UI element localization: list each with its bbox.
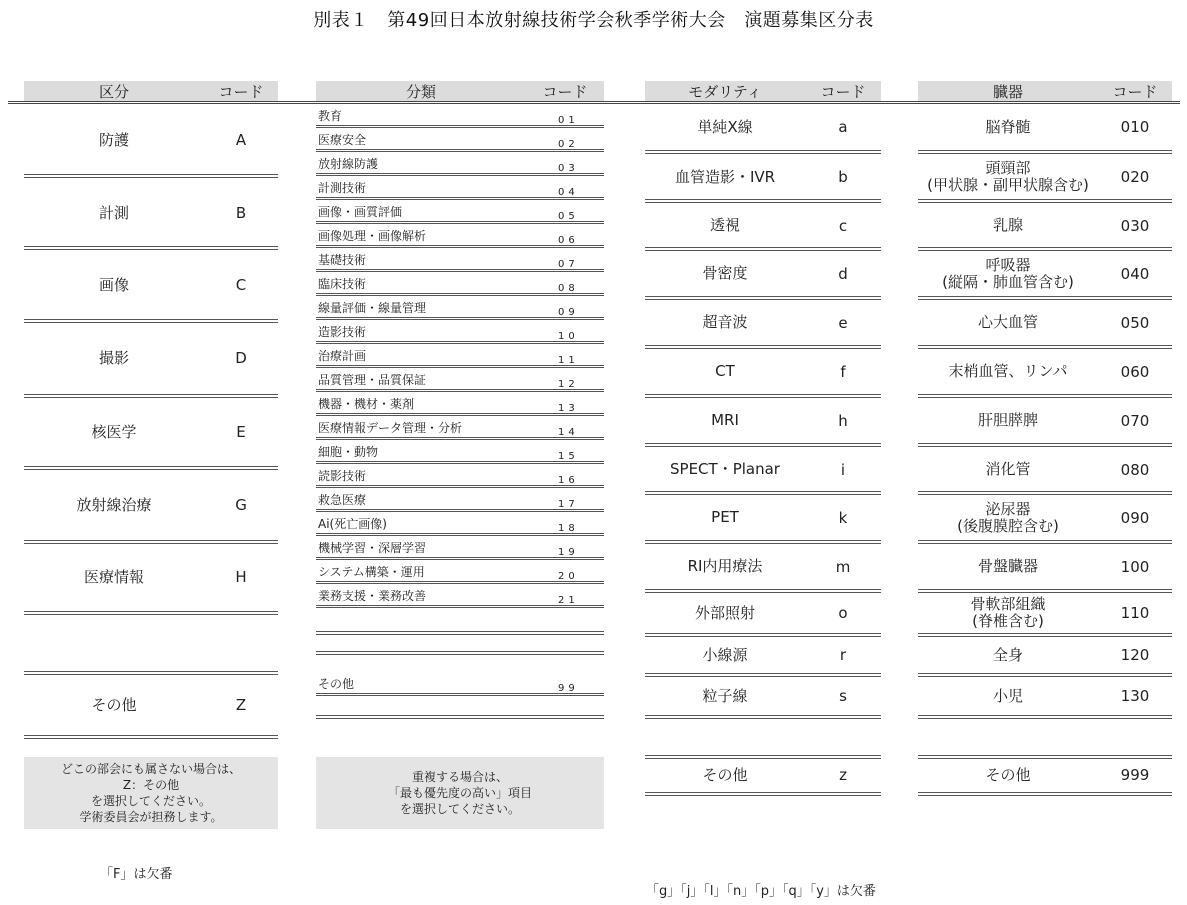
table-row	[645, 544, 881, 589]
classification-code: 04	[558, 187, 579, 198]
division-code: H	[235, 568, 247, 586]
modality-footnote: 「g」「j」「l」「n」「p」「q」「y」は欠番	[646, 884, 876, 899]
table-row	[645, 759, 881, 791]
organ-code: 080	[1120, 460, 1150, 479]
list-item	[316, 248, 604, 272]
list-item	[316, 296, 604, 320]
table-row	[645, 300, 881, 345]
table-row	[645, 637, 881, 673]
organ-name: 消化管	[985, 460, 1031, 478]
note-line: を選択してください。	[399, 802, 520, 816]
organ-name: 泌尿器 (後腹膜腔含む)	[957, 499, 1059, 535]
classification-code: 14	[558, 427, 579, 438]
table-row	[24, 178, 278, 248]
table-row	[24, 544, 278, 610]
divider	[918, 792, 1172, 796]
classification-code: 10	[558, 331, 579, 342]
divider	[645, 792, 881, 796]
organ-name: 心大血管	[977, 313, 1038, 331]
modality-header	[645, 81, 881, 101]
division-name: 医療情報	[83, 567, 144, 586]
classification-name: その他	[318, 677, 355, 691]
table-row	[24, 323, 278, 393]
modality-code: e	[838, 313, 848, 332]
classification-header-name: 分類	[405, 82, 436, 101]
table-row	[918, 759, 1172, 791]
organ-name: 乳腺	[992, 216, 1023, 234]
organ-header-code: コード	[1112, 82, 1158, 101]
classification-code: 18	[558, 523, 579, 534]
organ-name: その他	[985, 765, 1031, 784]
note-line: Z：その他	[122, 778, 180, 792]
table-row	[918, 104, 1172, 150]
note-line: どこの部会にも属さない場合は、	[60, 762, 241, 776]
classification-name: 読影技術	[318, 469, 367, 483]
classification-name: 機器・機材・薬剤	[318, 397, 415, 411]
organ-code: 110	[1120, 604, 1150, 622]
modality-code: o	[838, 604, 848, 622]
classification-name: 医療情報データ管理・分析	[318, 421, 463, 435]
modality-name: 単純X線	[697, 117, 753, 136]
classification-name: 治療計画	[318, 349, 367, 363]
classification-name: 造影技術	[318, 325, 367, 339]
modality-code: s	[839, 687, 847, 705]
divider	[316, 715, 604, 719]
organ-code: 120	[1120, 646, 1150, 664]
table-row	[918, 544, 1172, 589]
classification-code: 13	[558, 403, 579, 414]
classification-name: 画像・画質評価	[318, 205, 403, 219]
division-header	[24, 81, 278, 101]
list-item	[316, 560, 604, 584]
table-row	[645, 593, 881, 633]
table-row	[918, 349, 1172, 394]
list-item	[316, 344, 604, 368]
list-item	[316, 464, 604, 488]
division-code: D	[235, 349, 247, 367]
table-row	[918, 154, 1172, 200]
modality-code: z	[839, 766, 847, 784]
list-item	[316, 672, 604, 696]
list-item	[316, 392, 604, 416]
list-item	[316, 128, 604, 152]
division-name: 計測	[98, 203, 129, 222]
classification-code: 02	[558, 139, 579, 150]
list-item	[316, 416, 604, 440]
table-row	[918, 677, 1172, 715]
modality-name: SPECT・Planar	[670, 460, 780, 478]
modality-name: 血管造影・IVR	[674, 167, 776, 186]
list-item	[316, 584, 604, 608]
classification-name: 放射線防護	[318, 157, 379, 171]
organ-name: 全身	[992, 645, 1023, 664]
modality-code: r	[839, 646, 847, 664]
table-row	[24, 676, 278, 734]
modality-header-code: コード	[820, 82, 866, 101]
modality-code: k	[838, 508, 848, 527]
modality-name: PET	[711, 508, 739, 526]
list-item	[316, 320, 604, 344]
table-row	[918, 398, 1172, 443]
classification-name: 基礎技術	[318, 253, 367, 267]
divider	[918, 715, 1172, 719]
modality-name: 粒子線	[702, 686, 748, 705]
division-code: A	[235, 131, 247, 149]
divider	[316, 693, 604, 696]
table-row	[24, 470, 278, 540]
division-code: Z	[235, 696, 247, 714]
classification-code: 16	[558, 475, 579, 486]
divider	[24, 671, 278, 675]
modality-name: MRI	[711, 411, 739, 429]
classification-code: 21	[558, 595, 579, 606]
classification-name: 細胞・動物	[318, 445, 379, 459]
organ-code: 070	[1120, 411, 1150, 430]
modality-name: 骨密度	[702, 264, 748, 282]
classification-name: 計測技術	[318, 181, 367, 195]
classification-header-code: コード	[542, 82, 588, 101]
modality-code: c	[838, 216, 848, 235]
division-name: その他	[91, 695, 137, 714]
classification-code: 07	[558, 259, 579, 270]
modality-code: d	[838, 264, 848, 283]
organ-name: 頭頸部 (甲状腺・副甲状腺含む)	[927, 159, 1089, 194]
note-line: 「最も優先度の高い」項目	[387, 786, 532, 800]
organ-code: 030	[1120, 216, 1150, 235]
division-name: 撮影	[98, 348, 129, 367]
list-item	[316, 368, 604, 392]
division-code: G	[235, 496, 247, 514]
classification-code: 11	[558, 355, 579, 366]
modality-name: その他	[702, 765, 748, 784]
division-code: E	[236, 423, 246, 441]
classification-code: 99	[558, 683, 579, 694]
table-row	[645, 447, 881, 492]
divider	[316, 651, 604, 655]
table-row	[645, 104, 881, 150]
list-item	[316, 272, 604, 296]
table-row	[645, 251, 881, 296]
organ-header	[918, 81, 1172, 101]
table-row	[645, 349, 881, 394]
division-code: C	[235, 276, 247, 294]
division-name: 核医学	[91, 422, 137, 441]
division-header-name: 区分	[98, 82, 129, 101]
list-item	[316, 176, 604, 200]
classification-code: 06	[558, 235, 579, 246]
table-row	[918, 300, 1172, 345]
classification-name: 救急医療	[318, 493, 367, 507]
organ-code: 100	[1120, 557, 1150, 576]
list-item	[316, 488, 604, 512]
division-header-code: コード	[218, 82, 264, 101]
table-row	[24, 104, 278, 176]
division-note	[24, 757, 278, 829]
table-row	[918, 593, 1172, 633]
modality-name: 超音波	[702, 313, 748, 331]
classification-name: 線量評価・線量管理	[318, 301, 427, 315]
page-title: 別表１ 第49回日本放射線技術学会秋季学術大会 演題募集区分表	[313, 10, 874, 31]
classification-code: 19	[558, 547, 579, 558]
organ-name: 小児	[992, 686, 1023, 705]
division-code: B	[235, 204, 247, 222]
modality-name: RI内用療法	[687, 557, 763, 575]
table-row	[645, 677, 881, 715]
classification-code: 12	[558, 379, 579, 390]
classification-code: 17	[558, 499, 579, 510]
divider	[316, 631, 604, 635]
table-row	[918, 203, 1172, 248]
list-item	[316, 440, 604, 464]
modality-code: m	[835, 557, 851, 576]
table-row	[24, 250, 278, 320]
organ-code: 130	[1120, 687, 1150, 705]
modality-name: 透視	[709, 216, 740, 234]
classification-code: 01	[558, 115, 579, 126]
modality-code: b	[838, 168, 848, 186]
table-row	[645, 154, 881, 200]
table-row	[918, 447, 1172, 492]
divider	[316, 605, 604, 608]
division-name: 画像	[98, 275, 129, 294]
organ-code: 090	[1120, 508, 1150, 527]
table-row	[645, 203, 881, 248]
note-line: 学術委員会が担務します。	[79, 810, 223, 824]
classification-code: 08	[558, 283, 579, 294]
list-item	[316, 512, 604, 536]
list-item	[316, 536, 604, 560]
modality-name: CT	[715, 362, 735, 380]
organ-code: 999	[1120, 766, 1150, 784]
list-item	[316, 152, 604, 176]
organ-name: 脳脊髄	[985, 117, 1031, 136]
table-row	[918, 251, 1172, 296]
division-name: 防護	[98, 130, 129, 149]
table-row	[918, 637, 1172, 673]
classification-name: 品質管理・品質保証	[318, 373, 427, 387]
modality-code: a	[838, 118, 848, 136]
organ-name: 骨軟部組織 (脊椎含む)	[970, 595, 1046, 630]
divider	[645, 715, 881, 719]
table-row	[645, 495, 881, 540]
organ-name: 骨盤臓器	[977, 557, 1038, 575]
classification-name: 教育	[318, 109, 343, 123]
organ-code: 060	[1120, 362, 1150, 381]
classification-name: システム構築・運用	[318, 565, 425, 579]
classification-name: 医療安全	[318, 133, 367, 147]
classification-name: Ai(死亡画像)	[318, 517, 387, 531]
classification-code: 05	[558, 211, 579, 222]
note-line: を選択してください。	[90, 794, 211, 808]
classification-name: 画像処理・画像解析	[318, 229, 427, 243]
organ-header-name: 臓器	[992, 82, 1023, 101]
organ-name: 呼吸器 (縦隔・肺血管含む)	[942, 255, 1074, 291]
organ-name: 末梢血管、リンパ	[948, 362, 1068, 380]
classification-name: 業務支援・業務改善	[318, 589, 427, 603]
organ-code: 020	[1120, 168, 1150, 186]
division-footnote: 「F」は欠番	[100, 867, 173, 882]
classification-code: 09	[558, 307, 579, 318]
classification-name: 機械学習・深層学習	[318, 541, 427, 555]
classification-code: 15	[558, 451, 579, 462]
modality-header-name: モダリティ	[688, 82, 762, 101]
list-item	[316, 104, 604, 128]
organ-code: 040	[1120, 264, 1150, 283]
modality-name: 外部照射	[694, 603, 755, 622]
classification-header	[316, 81, 604, 101]
modality-code: i	[840, 460, 846, 479]
classification-code: 20	[558, 571, 579, 582]
division-name: 放射線治療	[76, 495, 152, 514]
organ-code: 050	[1120, 313, 1150, 332]
organ-code: 010	[1120, 118, 1150, 136]
classification-name: 臨床技術	[318, 277, 367, 291]
organ-name: 肝胆膵脾	[977, 411, 1038, 429]
divider	[24, 611, 278, 615]
classification-code: 03	[558, 163, 579, 174]
list-item	[316, 200, 604, 224]
table-row	[918, 495, 1172, 540]
table-row	[645, 398, 881, 443]
divider	[24, 735, 278, 739]
list-item	[316, 224, 604, 248]
modality-code: f	[840, 362, 846, 381]
note-line: 重複する場合は、	[411, 770, 508, 784]
modality-code: h	[838, 411, 848, 430]
classification-note	[316, 757, 604, 829]
table-row	[24, 398, 278, 466]
modality-name: 小線源	[702, 645, 748, 664]
